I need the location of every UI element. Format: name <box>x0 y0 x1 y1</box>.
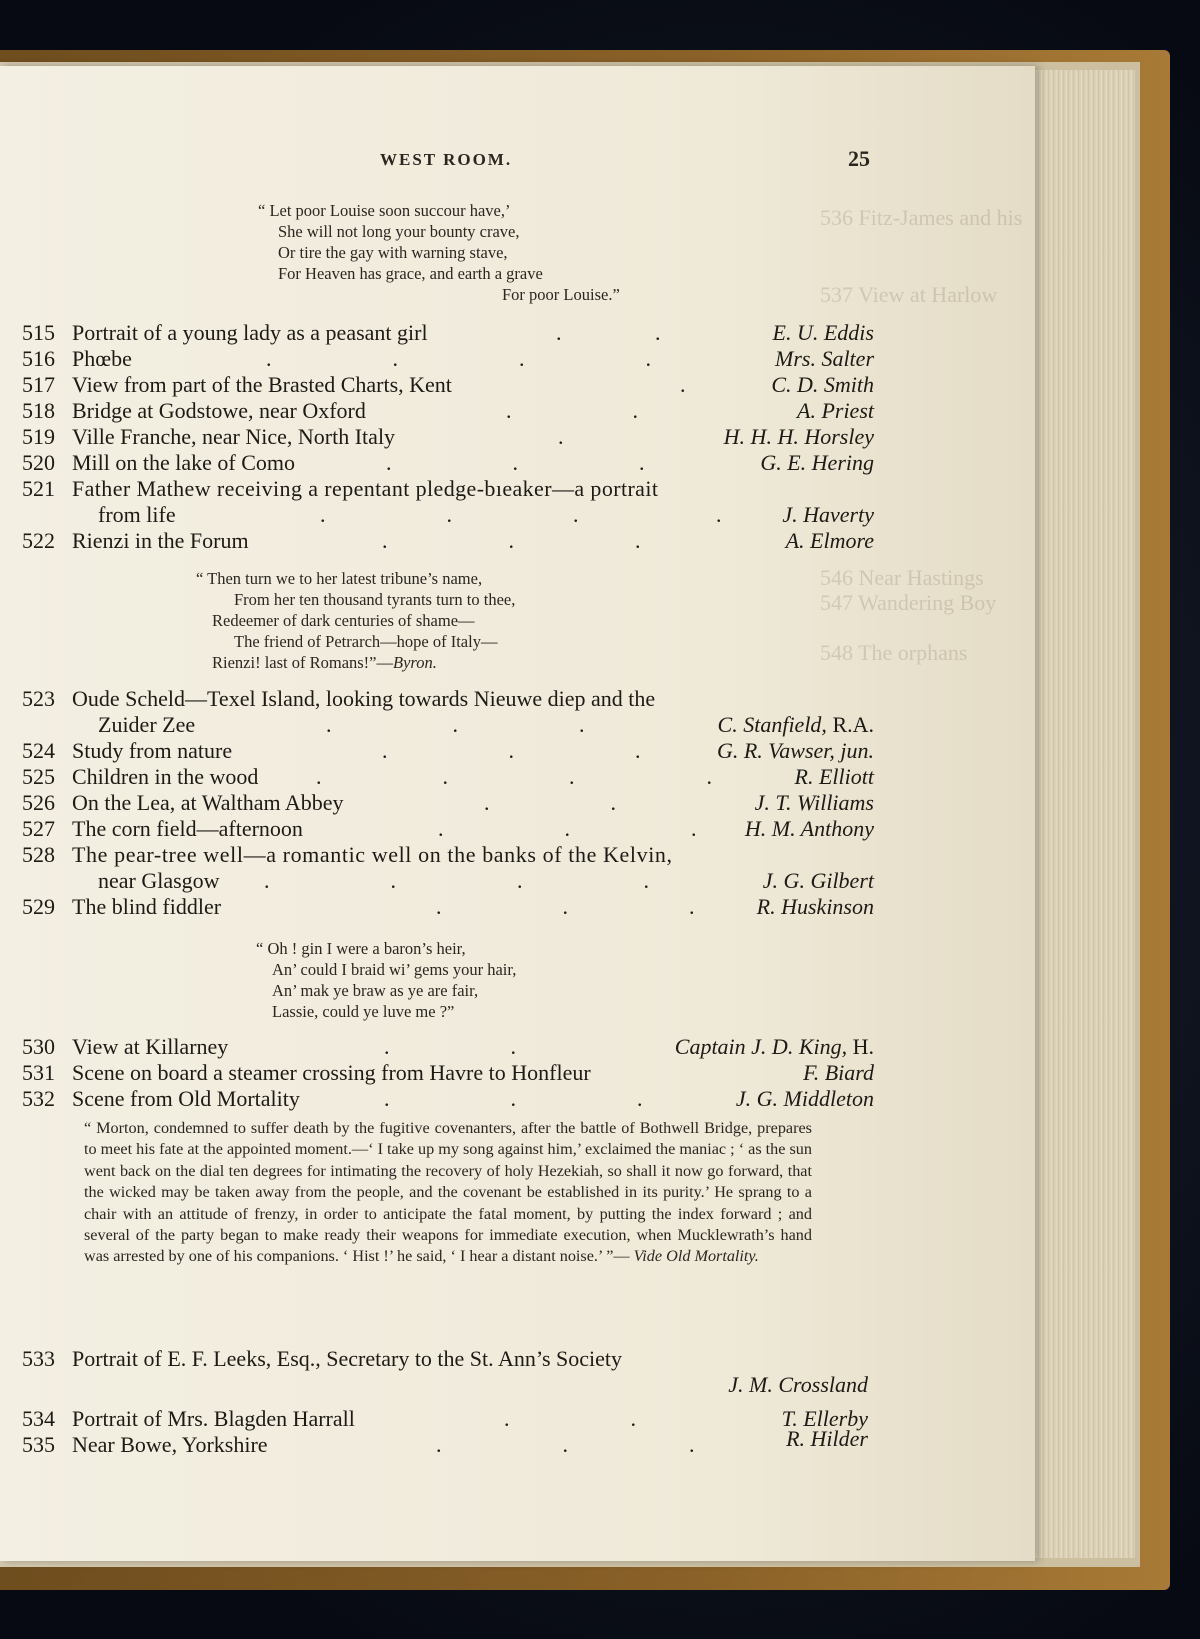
poem-line: Redeemer of dark centuries of shame— <box>212 611 475 630</box>
leader-dots: . . . <box>382 738 641 763</box>
entry-number: 520 <box>22 450 55 475</box>
entry-artist <box>718 712 874 738</box>
entry-title: Oude Scheld—Texel Island, looking towards Nieuwe diep and the <box>72 686 656 711</box>
entry-artist-honour: R.A. <box>832 712 874 737</box>
show-through-text: 548 The orphans <box>820 640 968 665</box>
running-head: WEST ROOM. <box>380 150 513 169</box>
poem-line: For poor Louise.” <box>502 285 620 304</box>
poem-line: The friend of Petrarch—hope of Italy— <box>234 632 498 651</box>
entry-number: 526 <box>22 790 55 815</box>
entry-artist: J. Haverty <box>782 502 874 527</box>
entry-number: 518 <box>22 398 55 423</box>
entry-number: 528 <box>22 842 55 867</box>
entry-artist: T. Ellerby <box>781 1406 868 1431</box>
entry-number: 533 <box>22 1346 55 1371</box>
leader-dots: . . . . <box>264 868 649 893</box>
poem-line: For Heaven has grace, and earth a grave <box>278 264 543 283</box>
entry-533 <box>0 1346 900 1398</box>
entry-artist: G. R. Vawser, jun. <box>716 738 874 763</box>
entry-artist: R. Hilder <box>786 1426 868 1451</box>
leader-dots: . . . <box>384 1086 643 1111</box>
prose-source: Vide Old Mortality. <box>633 1247 759 1266</box>
entry-title: The blind fiddler <box>72 894 222 919</box>
entry-number: 529 <box>22 894 55 919</box>
entry-artist: J. T. Williams <box>754 790 874 815</box>
entry-528 <box>0 842 900 894</box>
entry-number: 534 <box>22 1406 55 1431</box>
entry-artist: E. U. Eddis <box>772 320 874 345</box>
entry-title: Children in the wood <box>72 764 259 789</box>
entry-artist: Mrs. Salter <box>775 346 874 371</box>
entry-artist-honour: H. <box>852 1034 874 1059</box>
leader-dots: . . <box>556 320 661 345</box>
entry-title: Bridge at Godstowe, near Oxford <box>72 398 366 423</box>
poem-line: “ Oh ! gin I were a baron’s heir, <box>256 939 466 958</box>
entry-artist: H. H. H. Horsley <box>723 424 874 449</box>
entry-title: Near Bowe, Yorkshire <box>72 1432 268 1457</box>
entry-title: View from part of the Brasted Charts, Kent <box>72 372 452 397</box>
entry-number: 532 <box>22 1086 55 1111</box>
entry-artist: R. Elliott <box>794 764 874 789</box>
entry-number: 527 <box>22 816 55 841</box>
leader-dots: . . <box>506 398 638 423</box>
show-through-text: 547 Wandering Boy <box>820 590 997 615</box>
entry-number: 524 <box>22 738 55 763</box>
entry-title: Rienzi in the Forum <box>72 528 249 553</box>
entry-title: Portrait of Mrs. Blagden Harrall <box>72 1406 355 1431</box>
entry-title: Father Mathew receiving a repentant pledge-bıeaker—a portrait <box>72 476 659 501</box>
entry-artist: J. M. Crossland <box>728 1372 868 1397</box>
page-edges <box>1035 70 1135 1558</box>
entry-title: Scene from Old Mortality <box>72 1086 300 1111</box>
entry-artist: J. G. Middleton <box>735 1086 874 1111</box>
entry-title: Portrait of E. F. Leeks, Esq., Secretary to the St. Ann’s Society <box>72 1346 622 1371</box>
poem-line: From her ten thousand tyrants turn to thee, <box>234 590 516 609</box>
entry-number: 519 <box>22 424 55 449</box>
poem-line: “ Let poor Louise soon succour have,’ <box>258 201 511 220</box>
leader-dots: . <box>680 372 686 397</box>
entry-artist: F. Biard <box>803 1060 874 1085</box>
poem-line: An’ mak ye braw as ye are fair, <box>272 981 479 1000</box>
entry-artist: G. E. Hering <box>760 450 874 475</box>
entry-artist: C. D. Smith <box>771 372 874 397</box>
entry-title-continued: near Glasgow <box>98 868 220 893</box>
leader-dots: . . . <box>436 1432 695 1457</box>
leader-dots: . . <box>384 1034 516 1059</box>
entry-title: Scene on board a steamer crossing from Havre to Honfleur <box>72 1060 591 1085</box>
leader-dots: . . . <box>382 528 641 553</box>
entry-number: 523 <box>22 686 55 711</box>
entry-artist: R. Huskinson <box>756 894 874 919</box>
entry-title: Ville Franche, near Nice, North Italy <box>72 424 396 449</box>
poem-line: She will not long your bounty crave, <box>278 222 520 241</box>
entry-number: 521 <box>22 476 55 501</box>
show-through-text: 546 Near Hastings <box>820 565 984 590</box>
entry-number: 515 <box>22 320 55 345</box>
leader-dots: . . <box>484 790 616 815</box>
leader-dots: . . . . <box>266 346 651 371</box>
leader-dots: . . . <box>436 894 695 919</box>
leader-dots: . . . <box>438 816 697 841</box>
leader-dots: . <box>558 424 564 449</box>
poem-line: An’ could I braid wi’ gems your hair, <box>272 960 517 979</box>
entry-number: 522 <box>22 528 55 553</box>
page-number: 25 <box>848 146 870 171</box>
entry-title: The pear-tree well—a romantic well on the banks of the Kelvin, <box>72 842 673 867</box>
entry-title: View at Killarney <box>72 1034 229 1059</box>
leader-dots: . . . . <box>320 502 722 527</box>
entry-artist: A. Elmore <box>785 528 874 553</box>
entry-521 <box>0 476 900 528</box>
entry-artist-name: C. Stanfield, <box>717 712 827 737</box>
entry-number: 535 <box>22 1432 55 1457</box>
show-through-text: 537 View at Harlow <box>820 282 998 307</box>
entry-artist-name: Captain J. D. King, <box>674 1034 848 1059</box>
entry-title-continued: from life <box>98 502 176 527</box>
entry-title: Study from nature <box>72 738 233 763</box>
poem-line: “ Then turn we to her latest tribune’s name, <box>196 569 483 588</box>
prose-text: “ Morton, condemned to suffer death by the fugitive covenanters, after the battle of Bothwell Bridge, prepares to meet his fate at the appointed moment.—‘ I take up my song against him,’ exclaimed the maniac ; ‘ as the sun went back on the dial ten degrees for intimating the recovery of holy Hezekiah, so shall it now go forward, that the wicked may be taken away from the people, and the covenant be established in its purity.’ He sprang to a chair with an attitude of frenzy, in order to anticipate the fatal moment, by putting the index forward ; and several of the party began to make ready their weapons for immediate execution, when Mucklewrath’s hand was arrested by one of his companions. ‘ Hist !’ he said, ‘ I hear a distant noise.’ ”— <box>84 1119 812 1266</box>
leader-dots: . . . . <box>316 764 712 789</box>
entry-title: Phœbe <box>72 346 132 371</box>
entry-number: 517 <box>22 372 55 397</box>
entry-number: 530 <box>22 1034 55 1059</box>
entry-artist: A. Priest <box>797 398 874 423</box>
leader-dots: . . <box>504 1406 636 1431</box>
entry-523 <box>0 686 900 738</box>
entry-number: 531 <box>22 1060 55 1085</box>
entry-number: 525 <box>22 764 55 789</box>
entry-title-continued: Zuider Zee <box>98 712 196 737</box>
leader-dots: . . . <box>326 712 585 737</box>
poem-source: Byron. <box>393 653 437 672</box>
entry-artist <box>675 1034 874 1060</box>
entry-artist: J. G. Gilbert <box>762 868 874 893</box>
poem-line-text: Rienzi! last of Romans!”— <box>212 653 394 672</box>
poem-line: Or tire the gay with warning stave, <box>278 243 508 262</box>
entry-title: On the Lea, at Waltham Abbey <box>72 790 344 815</box>
entry-title: Mill on the lake of Como <box>72 450 296 475</box>
poem-line: Lassie, could ye luve me ?” <box>272 1002 455 1021</box>
entry-title: The corn field—afternoon <box>72 816 303 841</box>
poem-line <box>212 652 437 673</box>
prose-quotation <box>84 1118 812 1268</box>
show-through-text: 536 Fitz-James and his <box>820 205 1023 230</box>
entry-artist: H. M. Anthony <box>744 816 874 841</box>
entry-number: 516 <box>22 346 55 371</box>
entry-title: Portrait of a young lady as a peasant girl <box>72 320 428 345</box>
leader-dots: . . . <box>386 450 645 475</box>
